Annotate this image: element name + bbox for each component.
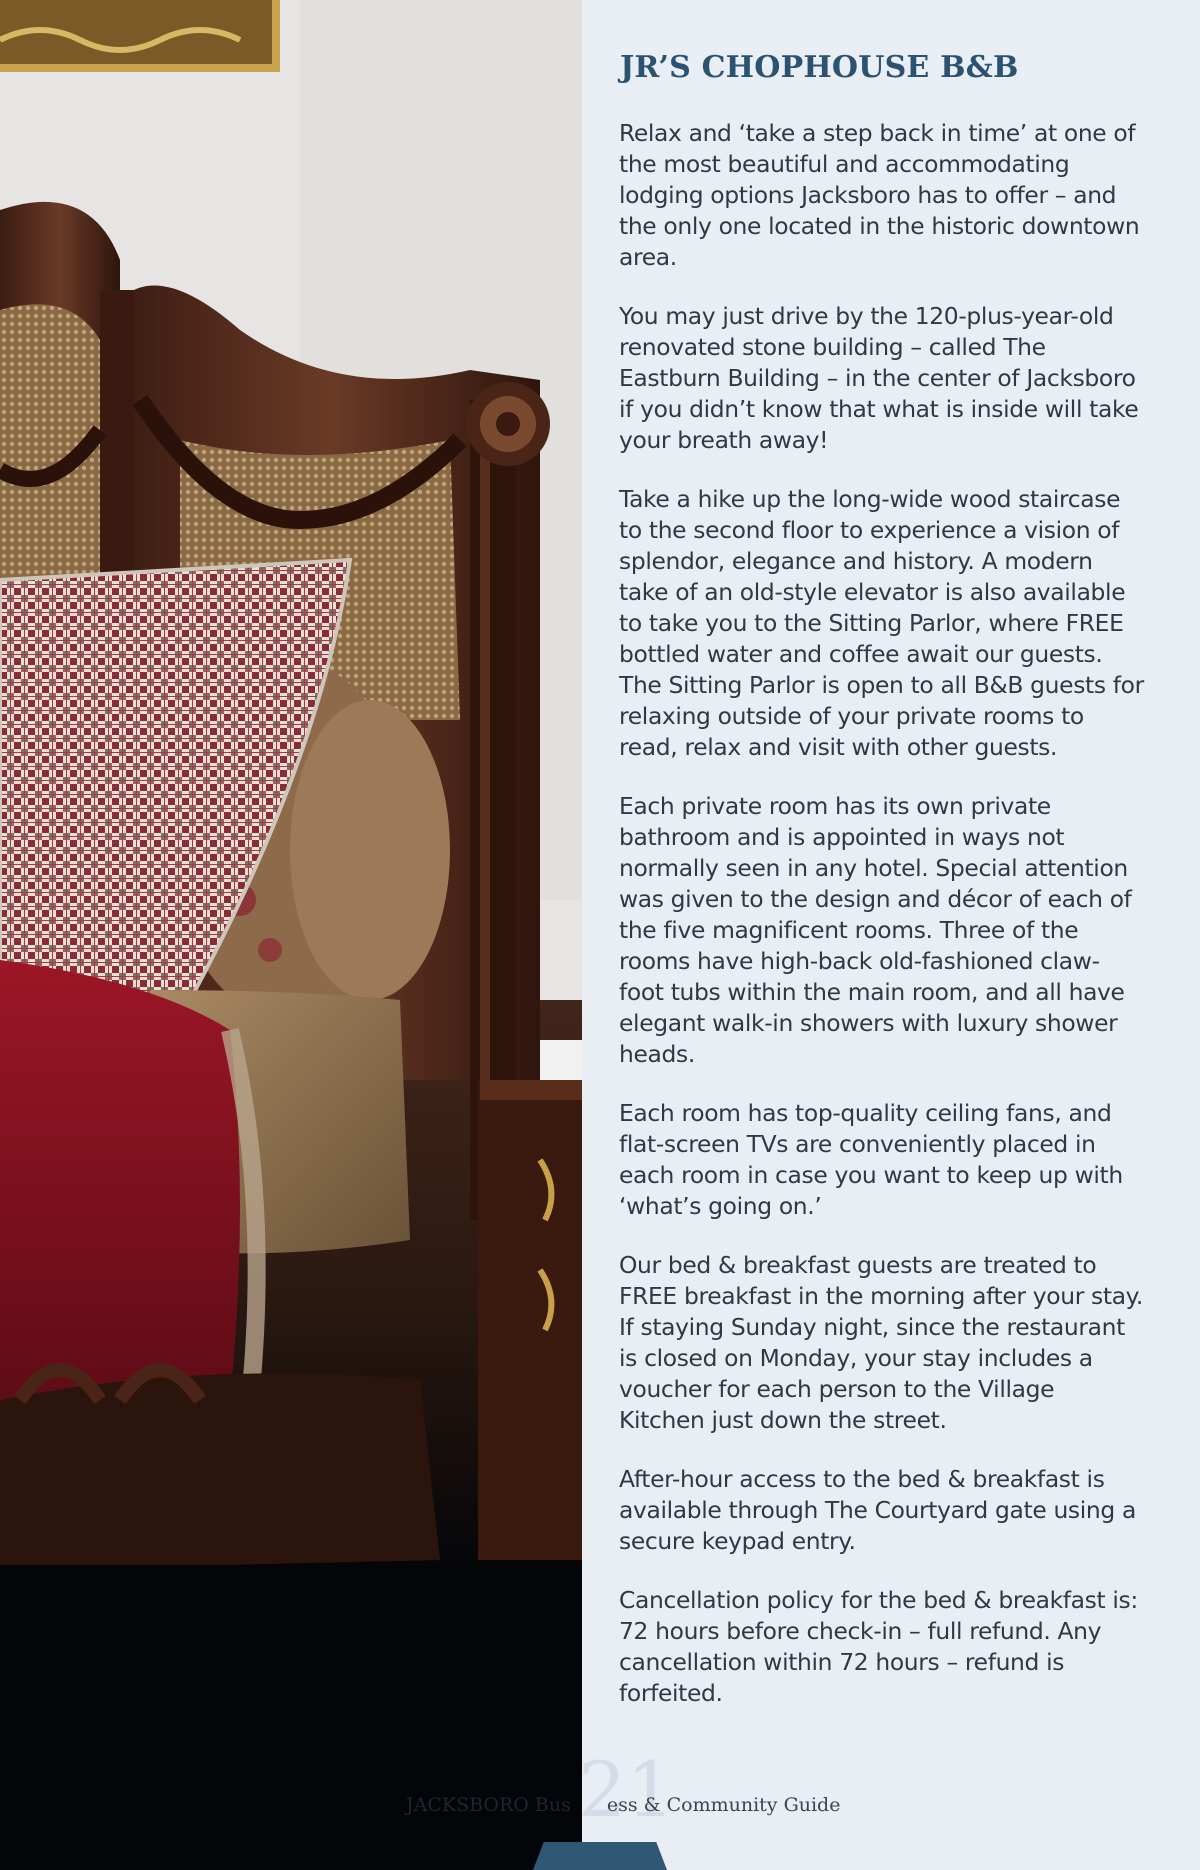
picture-frame	[0, 0, 276, 68]
paragraph-intro: Relax and ‘take a step back in time’ at one of the most beautiful and accommodating lodging options Jacksboro has to offer – and the only one located in the historic downtown area.	[619, 119, 1140, 271]
bottom-tab	[533, 1842, 667, 1870]
paragraph-cancellation: Cancellation policy for the bed & breakfast is: 72 hours before check-in – full refund. Any cancellation within 72 hours – refund is forfeited.	[619, 1586, 1138, 1707]
red-blanket	[0, 960, 240, 1420]
footer-guide-name-part2: ess & Community Guide	[606, 1794, 841, 1816]
bedroom-illustration	[0, 0, 582, 1870]
bedroom-photo	[0, 0, 582, 1870]
paragraph-breakfast: Our bed & breakfast guests are treated to FREE breakfast in the morning after your stay. If staying Sunday night, since the restaurant is closed on Monday, your stay includes a voucher for each person to the Village Kitchen just down the street.	[619, 1251, 1143, 1434]
floor-shadow	[0, 1565, 582, 1870]
footer-guide-name-part1: JACKSBORO Bus	[406, 1794, 571, 1816]
paragraph-amenities: Each room has top-quality ceiling fans, and flat-screen TVs are conveniently placed in each room in case you want to keep up with ‘what’s going on.’	[619, 1099, 1123, 1220]
page-number: 21	[578, 1745, 675, 1834]
paragraph-building: You may just drive by the 120-plus-year-old renovated stone building – called The Eastburn Building – in the center of Jacksboro if you didn’t know that what is inside will take your breath away!	[619, 302, 1139, 454]
article-body	[619, 118, 1144, 1737]
paragraph-staircase: Take a hike up the long-wide wood staircase to the second floor to experience a vision of splendor, elegance and history. A modern take of an old-style elevator is also available to take you to the Sitting Parlor, where FREE bottled water and coffee await our guests. The Sitting Parlor is open to all B&B guests for relaxing outside of your private rooms to read, relax and visit with other guests.	[619, 485, 1144, 761]
paragraph-access: After-hour access to the bed & breakfast is available through The Courtyard gate using a secure keypad entry.	[619, 1465, 1136, 1555]
nightstand	[478, 1080, 582, 1560]
article-title: JR’S CHOPHOUSE B&B	[620, 50, 1019, 85]
paragraph-rooms: Each private room has its own private bathroom and is appointed in ways not normally seen in any hotel. Special attention was given to the design and décor of each of the five magnificent rooms. Three of the rooms have high-back old-fashioned claw-foot tubs within the main room, and all have elegant walk-in showers with luxury shower heads.	[619, 792, 1132, 1068]
guide-footer	[406, 1794, 906, 1816]
